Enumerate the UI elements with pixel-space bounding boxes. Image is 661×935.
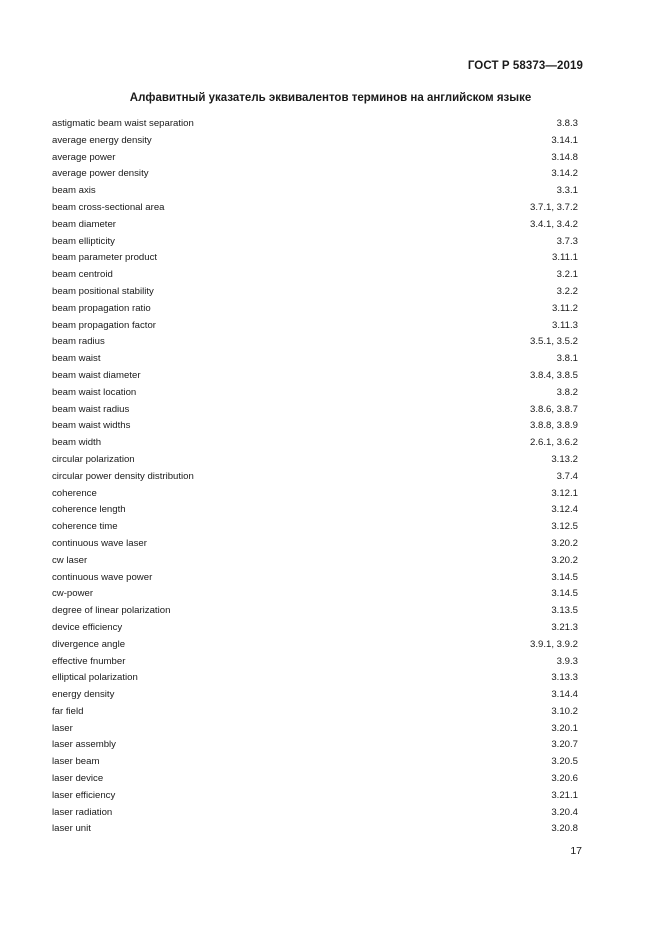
index-refs: 3.11.3	[552, 319, 578, 331]
index-entry	[52, 670, 578, 687]
index-refs: 3.7.1, 3.7.2	[529, 201, 578, 213]
index-term: divergence angle	[52, 638, 126, 650]
index-refs: 3.13.3	[551, 672, 578, 684]
index-entry	[52, 603, 578, 620]
index-term: average power density	[52, 168, 149, 180]
index-entry	[52, 217, 578, 234]
index-term: laser radiation	[52, 806, 113, 818]
index-title: Алфавитный указатель эквивалентов терминов на английском языке	[129, 92, 532, 104]
index-entry	[52, 771, 578, 788]
index-entry	[52, 687, 578, 704]
index-refs: 3.20.2	[551, 554, 578, 566]
index-term: beam waist radius	[52, 403, 130, 415]
index-refs: 3.14.5	[551, 571, 578, 583]
index-refs: 3.8.6, 3.8.7	[529, 403, 578, 415]
index-refs: 3.14.1	[551, 134, 578, 146]
index-term: average power	[52, 151, 116, 163]
index-entry	[52, 267, 578, 284]
index-term: beam axis	[52, 185, 96, 197]
index-term: cw laser	[52, 554, 88, 566]
index-term: beam cross-sectional area	[52, 201, 165, 213]
index-term: beam diameter	[52, 218, 116, 230]
index-entry	[52, 788, 578, 805]
index-refs: 3.20.5	[551, 756, 578, 768]
index-entry	[52, 586, 578, 603]
index-term: laser device	[52, 773, 104, 785]
index-entry	[52, 284, 578, 301]
index-term: beam waist location	[52, 386, 137, 398]
index-entry	[52, 116, 578, 133]
index-entry	[52, 754, 578, 771]
index-entry	[52, 368, 578, 385]
index-term: device efficiency	[52, 621, 123, 633]
index-refs: 3.12.1	[551, 487, 578, 499]
index-term: beam waist	[52, 353, 101, 365]
index-refs: 3.2.1	[556, 269, 578, 281]
index-refs: 3.8.2	[556, 386, 578, 398]
index-refs: 3.13.2	[551, 453, 578, 465]
index-entry	[52, 553, 578, 570]
index-refs: 3.21.1	[551, 789, 578, 801]
index-entry	[52, 318, 578, 335]
index-entry	[52, 737, 578, 754]
index-term: coherence time	[52, 521, 118, 533]
index-term: laser	[52, 722, 73, 734]
index-term: circular polarization	[52, 453, 135, 465]
index-term: coherence	[52, 487, 97, 499]
index-entry	[52, 654, 578, 671]
index-refs: 3.10.2	[551, 705, 578, 717]
index-entry	[52, 435, 578, 452]
page-number: 17	[570, 845, 582, 857]
index-term: degree of linear polarization	[52, 605, 171, 617]
index-entry	[52, 301, 578, 318]
index-entry	[52, 250, 578, 267]
index-term: energy density	[52, 689, 115, 701]
index-entry	[52, 519, 578, 536]
index-entry	[52, 200, 578, 217]
index-term: beam positional stability	[52, 285, 154, 297]
index-term: coherence length	[52, 504, 126, 516]
index-refs: 3.5.1, 3.5.2	[529, 336, 578, 348]
index-term: beam waist diameter	[52, 369, 141, 381]
index-entry	[52, 570, 578, 587]
index-term: beam waist widths	[52, 420, 131, 432]
index-entry	[52, 620, 578, 637]
index-entry	[52, 452, 578, 469]
index-refs: 3.20.2	[551, 537, 578, 549]
index-refs: 3.20.1	[551, 722, 578, 734]
index-refs: 3.20.7	[551, 739, 578, 751]
index-term: beam propagation factor	[52, 319, 156, 331]
index-refs: 3.8.4, 3.8.5	[529, 369, 578, 381]
index-refs: 3.21.3	[551, 621, 578, 633]
index-refs: 3.4.1, 3.4.2	[529, 218, 578, 230]
index-term: far field	[52, 705, 84, 717]
index-refs: 3.14.4	[551, 689, 578, 701]
index-refs: 3.3.1	[556, 185, 578, 197]
index-refs: 3.12.5	[551, 521, 578, 533]
index-term: cw-power	[52, 588, 94, 600]
index-entry	[52, 821, 578, 838]
index-entry	[52, 234, 578, 251]
index-term: continuous wave laser	[52, 537, 147, 549]
index-entry	[52, 469, 578, 486]
index-entry	[52, 486, 578, 503]
index-refs: 3.20.8	[551, 823, 578, 835]
index-refs: 3.8.8, 3.8.9	[529, 420, 578, 432]
index-refs: 2.6.1, 3.6.2	[529, 437, 578, 449]
index-term: average energy density	[52, 134, 152, 146]
index-entry	[52, 334, 578, 351]
index-term: astigmatic beam waist separation	[52, 118, 194, 129]
index-entry	[52, 502, 578, 519]
index-term: beam centroid	[52, 269, 113, 281]
document-code: ГОСТ Р 58373—2019	[467, 60, 583, 72]
index-entry	[52, 133, 578, 150]
index-term: beam radius	[52, 336, 105, 348]
index-refs: 3.8.3	[556, 118, 578, 129]
index-refs: 3.9.3	[556, 655, 578, 667]
index-term: laser beam	[52, 756, 100, 768]
index-refs: 3.8.1	[556, 353, 578, 365]
index-refs: 3.12.4	[551, 504, 578, 516]
index-refs: 3.14.2	[551, 168, 578, 180]
index-refs: 3.7.3	[556, 235, 578, 247]
index-term: beam width	[52, 437, 102, 449]
index-entry	[52, 351, 578, 368]
index-refs: 3.13.5	[551, 605, 578, 617]
index-entry	[52, 721, 578, 738]
index-term: elliptical polarization	[52, 672, 138, 684]
index-entry	[52, 402, 578, 419]
index-term: laser efficiency	[52, 789, 116, 801]
index-term: continuous wave power	[52, 571, 153, 583]
index-entry	[52, 805, 578, 822]
index-entry	[52, 418, 578, 435]
index-term: beam propagation ratio	[52, 302, 151, 314]
index-term: beam ellipticity	[52, 235, 115, 247]
index-entry	[52, 166, 578, 183]
index-refs: 3.11.2	[552, 302, 578, 314]
index-refs: 3.11.1	[552, 252, 578, 264]
index-refs: 3.14.5	[551, 588, 578, 600]
index-refs: 3.7.4	[556, 470, 578, 482]
index-term: beam parameter product	[52, 252, 158, 264]
term-index-list	[52, 116, 578, 838]
index-refs: 3.20.6	[551, 773, 578, 785]
index-entry	[52, 183, 578, 200]
index-refs: 3.2.2	[556, 285, 578, 297]
index-term: laser assembly	[52, 739, 116, 751]
index-term: effective fnumber	[52, 655, 126, 667]
index-term: laser unit	[52, 823, 91, 835]
index-entry	[52, 150, 578, 167]
index-entry	[52, 385, 578, 402]
index-entry	[52, 637, 578, 654]
index-term: circular power density distribution	[52, 470, 194, 482]
index-entry	[52, 704, 578, 721]
index-refs: 3.14.8	[551, 151, 578, 163]
index-refs: 3.9.1, 3.9.2	[529, 638, 578, 650]
index-entry	[52, 536, 578, 553]
index-refs: 3.20.4	[551, 806, 578, 818]
